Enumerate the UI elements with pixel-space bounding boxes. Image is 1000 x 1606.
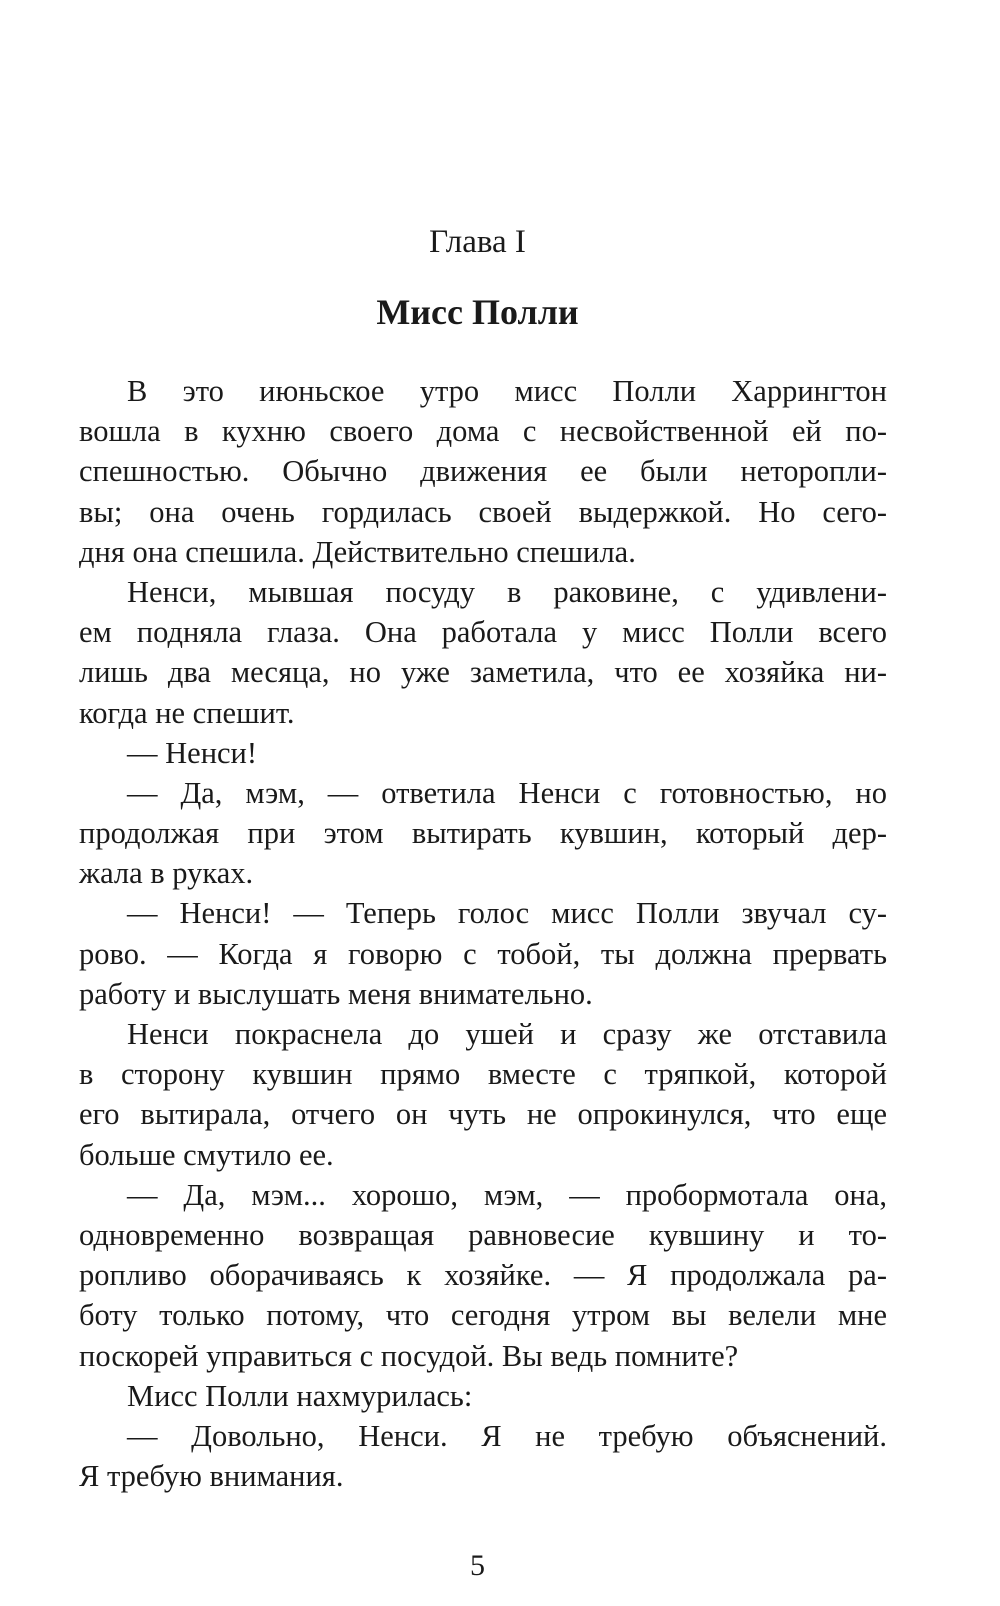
- chapter-title: Мисс Полли: [376, 292, 579, 332]
- text-line: продолжая при этом вытирать кувшин, который дер-: [79, 816, 887, 851]
- text-line: — Да, мэм, — ответила Ненси с готовностью, но: [127, 775, 887, 810]
- text-line: рово. — Когда я говорю с тобой, ты должна прервать: [79, 936, 887, 971]
- text-line: поскорей управиться с посудой. Вы ведь помните?: [79, 1338, 739, 1373]
- text-line: вы; она очень гордилась своей выдержкой. Но сего-: [79, 494, 887, 529]
- text-line: одновременно возвращая равновесие кувшину и то-: [79, 1217, 887, 1252]
- text-line: — Довольно, Ненси. Я не требую объяснений.: [127, 1418, 887, 1453]
- body-text: [79, 371, 887, 1496]
- text-line: Мисс Полли нахмурилась:: [127, 1378, 473, 1413]
- text-line: когда не спешит.: [79, 695, 295, 730]
- chapter-label: Глава I: [429, 224, 526, 260]
- text-line: Ненси, мывшая посуду в раковине, с удивлени-: [127, 574, 887, 609]
- text-line: его вытирала, отчего он чуть не опрокинулся, что еще: [79, 1097, 887, 1132]
- text-line: — Ненси! — Теперь голос мисс Полли звучал су-: [127, 896, 887, 931]
- text-line: больше смутило ее.: [79, 1137, 334, 1172]
- text-line: жала в руках.: [79, 856, 254, 891]
- text-line: ем подняла глаза. Она работала у мисс Полли всего: [79, 615, 887, 650]
- text-line: Ненси покраснела до ушей и сразу же отставила: [127, 1017, 887, 1051]
- page-number: 5: [470, 1549, 485, 1582]
- text-line: работу и выслушать меня внимательно.: [79, 976, 593, 1011]
- text-line: Я требую внимания.: [79, 1459, 344, 1494]
- text-line: ропливо оборачиваясь к хозяйке. — Я продолжала ра-: [79, 1258, 887, 1293]
- text-line: — Ненси!: [127, 735, 258, 770]
- text-line: боту только потому, что сегодня утром вы велели мне: [79, 1298, 887, 1333]
- text-line: вошла в кухню своего дома с несвойственной ей по-: [79, 414, 887, 449]
- text-line: лишь два месяца, но уже заметила, что ее хозяйка ни-: [79, 655, 887, 690]
- text-line: спешностью. Обычно движения ее были неторопли-: [79, 454, 887, 489]
- text-line: В это июньское утро мисс Полли Харрингтон: [127, 374, 887, 408]
- text-line: дня она спешила. Действительно спешила.: [79, 534, 636, 569]
- text-line: в сторону кувшин прямо вместе с тряпкой, которой: [79, 1057, 887, 1092]
- text-line: — Да, мэм... хорошо, мэм, — пробормотала она,: [127, 1177, 887, 1212]
